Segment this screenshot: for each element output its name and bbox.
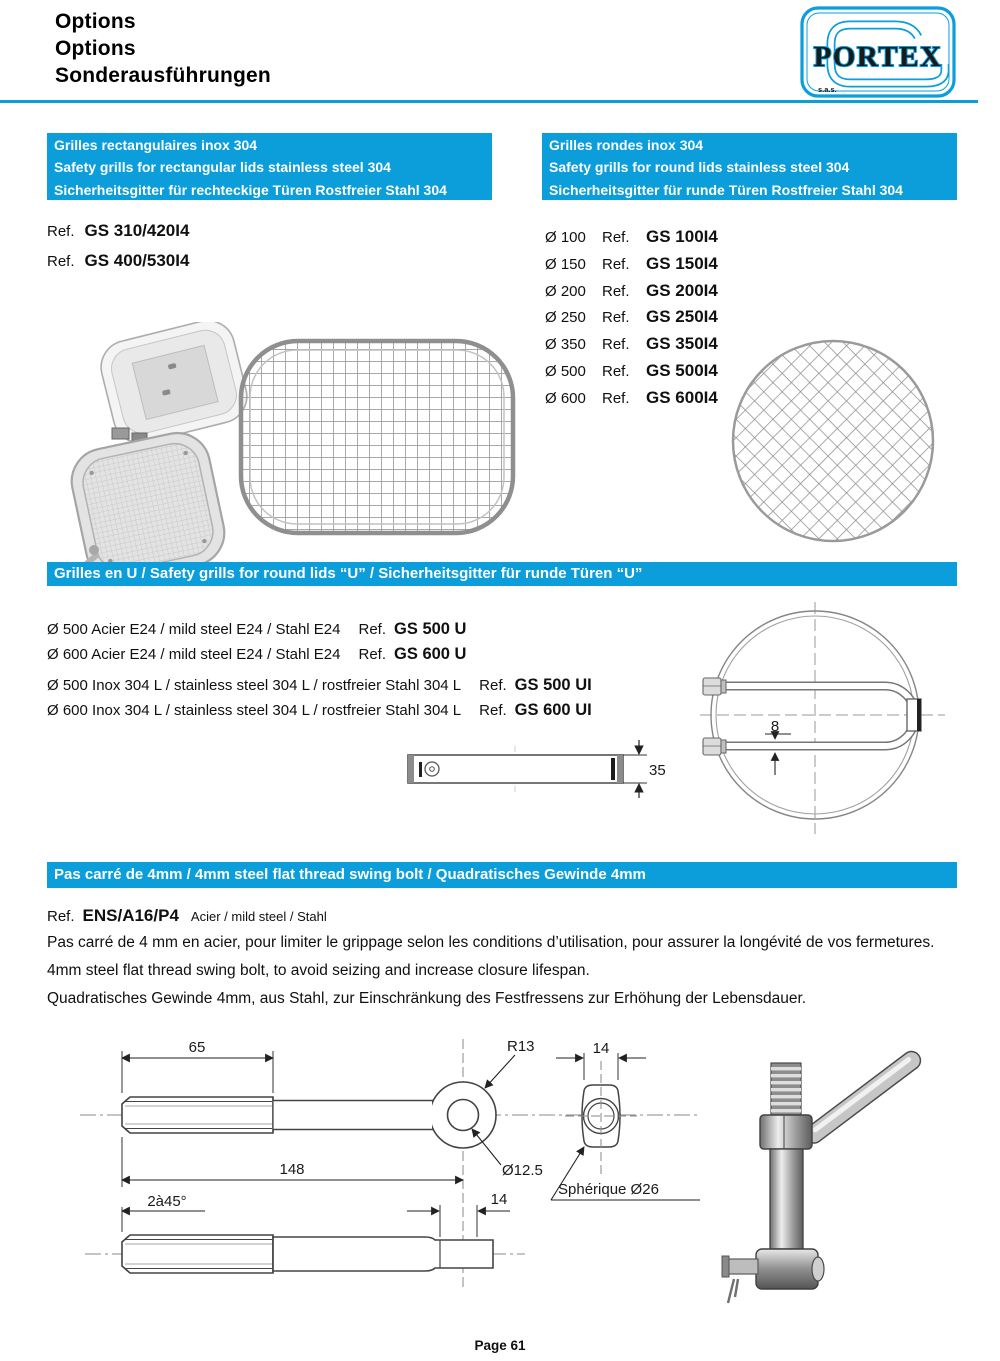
logo-suffix: s.a.s.	[818, 85, 837, 94]
banner-line-fr: Grilles rondes inox 304	[549, 137, 704, 153]
cotter-pin	[728, 1279, 738, 1303]
dim-hole-label: Ø12.5	[502, 1162, 543, 1179]
grill-frame	[241, 341, 513, 533]
diameter-cell: Ø 100	[545, 229, 586, 246]
page-title-de: Sonderausführungen	[55, 64, 271, 87]
banner-line-de: Sicherheitsgitter für runde Türen Rostfreier Stahl 304	[549, 181, 903, 198]
dim-14-end-label: 14	[490, 1191, 508, 1208]
ens-ref-row	[47, 906, 327, 926]
page-title-fr: Options	[55, 10, 136, 33]
ref-row	[47, 251, 189, 271]
paragraph-de: Quadratisches Gewinde 4mm, aus Stahl, zur Einschränkung des Festfressens zur Erhöhung der Lebensdauer.	[47, 990, 807, 1007]
dim-8-label: 8	[770, 718, 780, 735]
ref-code: GS 600 UI	[514, 701, 592, 719]
bar-body	[408, 755, 623, 783]
ref-label: Ref.	[602, 309, 630, 327]
ref-code: GS 500 U	[394, 620, 467, 638]
u-grill-drawing	[695, 598, 957, 840]
dim-sphere-label: Sphérique Ø26	[558, 1181, 659, 1198]
banner-grilles-rondes	[542, 133, 957, 200]
ref-label: Ref.	[602, 362, 630, 380]
hinge	[112, 428, 129, 439]
banner-pas-carre: Pas carré de 4mm / 4mm steel flat thread swing bolt / Quadratisches Gewinde 4mm	[47, 862, 957, 888]
description-block	[47, 929, 934, 1013]
housing	[756, 1249, 818, 1289]
diameter-cell: Ø 600	[545, 389, 586, 407]
swing-bolt-technical-drawing	[55, 1025, 715, 1325]
pivot-pin	[726, 1259, 758, 1274]
diameter-cell: Ø 200	[545, 282, 586, 300]
handle	[801, 1048, 924, 1147]
diameter-cell: Ø 350	[545, 336, 586, 354]
ref-label: Ref.	[602, 336, 630, 354]
rod-side-view	[122, 1235, 493, 1273]
portex-wordmark: PORTEX	[813, 41, 943, 73]
ref-label: Ref.	[47, 908, 75, 925]
shaft	[770, 1149, 803, 1249]
eye-bolt-side-view	[122, 1082, 496, 1148]
dim-chamfer-label: 2à45°	[147, 1193, 187, 1210]
footer-page-number: Page 61	[474, 1338, 526, 1353]
u-grill-row	[47, 620, 466, 639]
ref-label: Ref.	[602, 389, 630, 407]
page-title	[55, 8, 271, 89]
bolt-top	[703, 678, 726, 695]
ref-code: GS 600 U	[394, 645, 467, 663]
item-desc: Ø 600 Acier E24 / mild steel E24 / Stahl E24	[47, 646, 341, 663]
rectangular-lid-photo	[48, 322, 248, 584]
ref-code: GS 600I4	[646, 387, 718, 407]
header-rule	[0, 100, 978, 103]
u-grill-row	[47, 645, 466, 664]
banner-line-de: Sicherheitsgitter für rechteckige Türen Rostfreier Stahl 304	[54, 181, 447, 198]
bolt-bottom	[703, 738, 726, 755]
banner-grilles-en-u: Grilles en U / Safety grills for round lids “U” / Sicherheitsgitter für runde Türen “U”	[47, 562, 957, 586]
ref-code: GS 350I4	[646, 334, 718, 354]
paragraph-en: 4mm steel flat thread swing bolt, to avoid seizing and increase closure lifespan.	[47, 962, 590, 979]
grill-frame	[733, 341, 933, 541]
dim-35-label: 35	[649, 762, 666, 779]
ref-label: Ref.	[479, 677, 507, 694]
ref-label: Ref.	[479, 702, 507, 719]
ref-code: GS 500 UI	[514, 676, 592, 694]
u-grill-row	[47, 701, 592, 720]
square-nut	[760, 1115, 812, 1149]
item-desc: Ø 600 Inox 304 L / stainless steel 304 L / rostfreier Stahl 304 L	[47, 702, 462, 719]
ref-code: ENS/A16/P4	[82, 906, 179, 925]
ref-label: Ref.	[602, 255, 630, 273]
ref-label: Ref.	[602, 229, 630, 246]
dim-14-eye-label: 14	[592, 1040, 610, 1057]
page-title-en: Options	[55, 37, 136, 60]
ref-label: Ref.	[358, 621, 387, 638]
swing-bolt-photo	[718, 1035, 993, 1315]
banner-grilles-rectangulaires	[47, 133, 492, 200]
ref-label: Ref.	[602, 282, 630, 300]
banner-line-fr: Grilles rectangulaires inox 304	[54, 137, 258, 153]
ref-code: GS 150I4	[646, 253, 718, 273]
item-desc: Ø 500 Acier E24 / mild steel E24 / Stahl E24	[47, 621, 341, 638]
ref-code: GS 200I4	[646, 280, 718, 300]
ref-row	[47, 221, 189, 241]
item-desc: Ø 500 Inox 304 L / stainless steel 304 L / rostfreier Stahl 304 L	[47, 677, 462, 694]
ref-code: GS 400/530I4	[84, 251, 190, 270]
diameter-cell: Ø 500	[545, 362, 586, 380]
u-grill-row	[47, 676, 592, 695]
round-grill-photo	[727, 336, 939, 548]
banner-line-en: Safety grills for rectangular lids stainless steel 304	[54, 159, 391, 176]
ref-code: GS 310/420I4	[84, 221, 190, 240]
diameter-cell: Ø 150	[545, 255, 586, 273]
ref-code: GS 500I4	[646, 360, 718, 380]
paragraph-fr: Pas carré de 4 mm en acier, pour limiter le grippage selon les conditions d’utilisation, pour assurer la longévité de vos fermetures.	[47, 934, 935, 951]
ref-label: Ref.	[358, 646, 387, 663]
banner-line-en: Safety grills for round lids stainless steel 304	[549, 159, 850, 176]
diameter-cell: Ø 250	[545, 309, 586, 327]
brand-logo	[798, 4, 960, 100]
u-bar-side-view	[395, 738, 675, 800]
material-label: Acier / mild steel / Stahl	[190, 909, 327, 924]
threaded-stud	[771, 1063, 801, 1115]
rectangular-grill-photo	[237, 337, 517, 537]
ref-code: GS 100I4	[646, 227, 718, 246]
ref-label: Ref.	[47, 253, 75, 270]
ref-code: GS 250I4	[646, 307, 718, 327]
ref-label: Ref.	[47, 223, 75, 240]
eye-end-view	[565, 1061, 637, 1175]
dim-r13-label: R13	[507, 1038, 535, 1055]
dim-148-label: 148	[279, 1161, 305, 1178]
dim-65-label: 65	[188, 1039, 206, 1056]
